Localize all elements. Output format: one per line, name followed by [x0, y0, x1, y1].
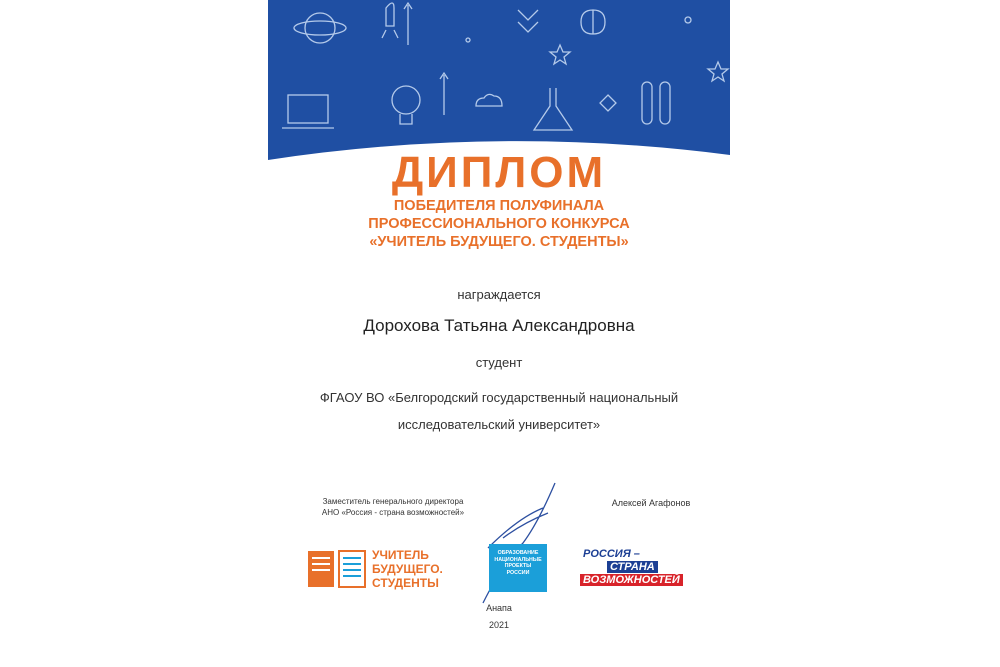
russia-logo-line: ВОЗМОЖНОСТЕЙ: [580, 574, 683, 586]
recipient-name: Дорохова Татьяна Александровна: [363, 316, 635, 335]
np-logo-line: НАЦИОНАЛЬНЫЕ: [494, 556, 542, 563]
russia-logo-line: РОССИЯ –: [580, 548, 643, 560]
city: Анапа: [486, 603, 512, 613]
teacher-logo-line: УЧИТЕЛЬ: [372, 548, 429, 562]
teacher-logo-line: БУДУЩЕГО.: [372, 562, 443, 576]
subtitle-line: ПРОФЕССИОНАЛЬНОГО КОНКУРСА: [368, 216, 630, 232]
year: 2021: [488, 620, 510, 630]
russia-logo-line: СТРАНА: [607, 561, 658, 573]
signatory-title: [303, 496, 483, 518]
recipient-role: студент: [475, 355, 523, 370]
subtitle-line: ПОБЕДИТЕЛЯ ПОЛУФИНАЛА: [393, 198, 605, 214]
recipient-organization: [268, 384, 730, 438]
awarded-label: награждается: [457, 287, 541, 302]
signatory-title-line: АНО «Россия - страна возможностей»: [321, 508, 465, 517]
diploma-subtitle: [268, 197, 730, 251]
teacher-logo-line: СТУДЕНТЫ: [372, 576, 439, 590]
np-logo-line: РОССИИ: [506, 569, 530, 576]
book-icon: [306, 545, 368, 591]
russia-land-of-opportunity-logo: [580, 548, 720, 590]
subtitle-line: «УЧИТЕЛЬ БУДУЩЕГО. СТУДЕНТЫ»: [369, 234, 629, 250]
np-logo-line: ПРОЕКТЫ: [504, 563, 532, 569]
national-projects-logo: [463, 478, 573, 608]
teacher-of-future-logo: [306, 545, 486, 595]
organization-line: исследовательский университет»: [397, 417, 601, 432]
signatory-name: Алексей Агафонов: [611, 498, 691, 508]
organization-line: ФГАОУ ВО «Белгородский государственный национальный: [319, 390, 679, 405]
np-logo-line: ОБРАЗОВАНИЕ: [497, 550, 539, 556]
diploma-page: [268, 0, 730, 667]
signatory-title-line: Заместитель генерального директора: [322, 497, 464, 506]
diploma-title: ДИПЛОМ: [391, 148, 607, 197]
